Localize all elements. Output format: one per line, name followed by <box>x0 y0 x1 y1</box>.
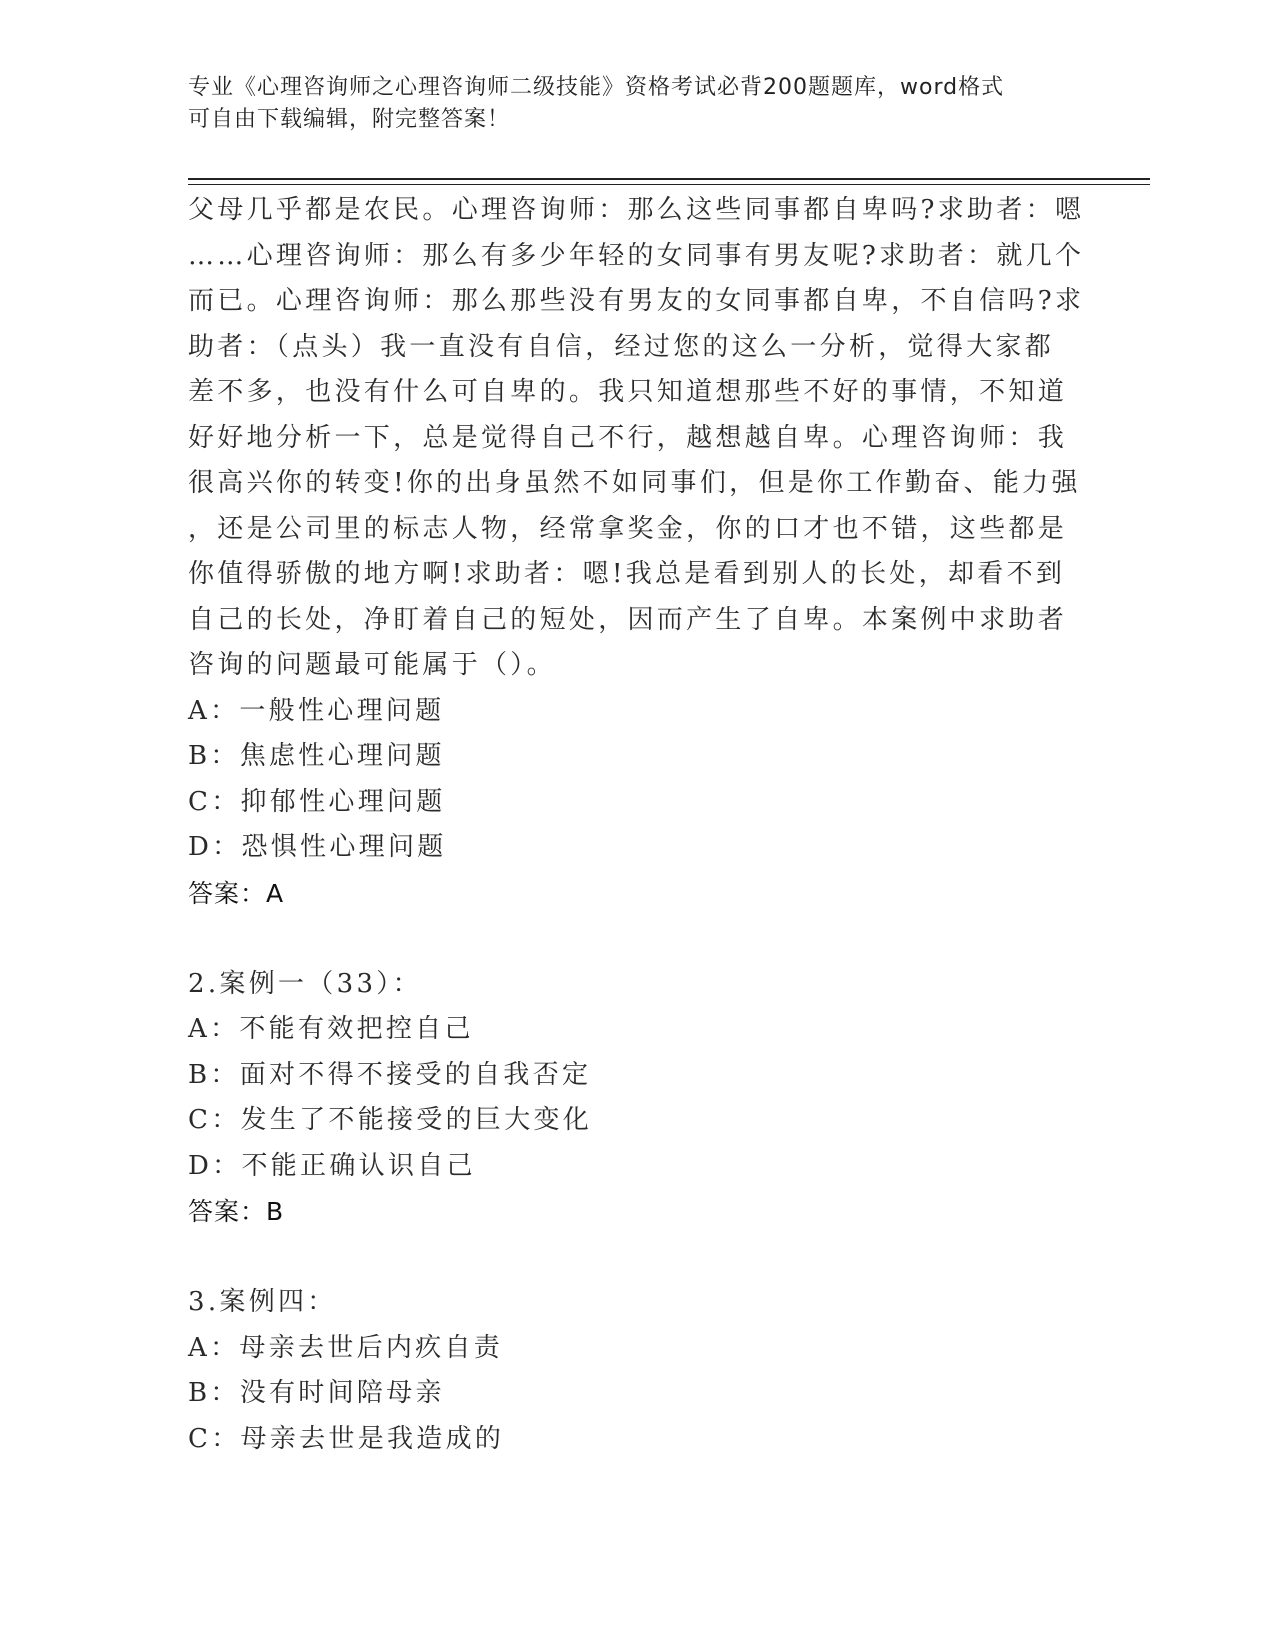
header-rule-thick <box>188 178 1150 180</box>
question-3 <box>188 1280 1088 1462</box>
question-2-option-d: D：不能正确认识自己 <box>188 1150 476 1181</box>
question-1 <box>188 188 1088 916</box>
question-1-option-b: B：焦虑性心理问题 <box>188 741 445 771</box>
question-1-option-d: D：恐惧性心理问题 <box>188 832 447 862</box>
question-1-stem-line: 很高兴你的转变!你的出身虽然不如同事们，但是你工作勤奋、能力强 <box>188 468 1081 498</box>
question-3-option-c: C：母亲去世是我造成的 <box>188 1423 505 1454</box>
question-2-option-b: B：面对不得不接受的自我否定 <box>188 1059 592 1090</box>
header-rule-thin <box>188 184 1150 185</box>
question-3-title: 3.案例四： <box>188 1287 337 1317</box>
question-2-option-a: A：不能有效把控自己 <box>188 1014 474 1044</box>
question-1-stem-line: ，还是公司里的标志人物，经常拿奖金，你的口才也不错，这些都是 <box>188 513 1068 544</box>
question-1-stem-line: 差不多，也没有什么可自卑的。我只知道想那些不好的事情，不知道 <box>188 377 1068 407</box>
question-1-stem-line: ……心理咨询师：那么有多少年轻的女同事有男友呢?求助者：就几个 <box>188 240 1085 271</box>
page-header <box>188 72 1088 136</box>
question-1-answer: 答案：A <box>188 878 285 908</box>
question-2-answer: 答案：B <box>188 1197 285 1226</box>
header-line-2: 可自由下载编辑，附完整答案！ <box>188 107 511 132</box>
question-2-title: 2.案例一（33）： <box>188 968 422 999</box>
question-1-stem-line: 自己的长处，净盯着自己的短处，因而产生了自卑。本案例中求助者 <box>188 604 1068 635</box>
question-1-stem-line: 咨询的问题最可能属于（）。 <box>188 650 556 680</box>
question-1-stem-line: 父母几乎都是农民。心理咨询师：那么这些同事都自卑吗?求助者：嗯 <box>188 195 1085 225</box>
question-1-option-c: C：抑郁性心理问题 <box>188 786 446 817</box>
question-spacer <box>188 1235 1088 1281</box>
question-1-stem-line: 助者：（点头）我一直没有自信，经过您的这么一分析，觉得大家都 <box>188 331 1055 362</box>
question-2-option-c: C：发生了不能接受的巨大变化 <box>188 1105 593 1135</box>
question-3-option-a: A：母亲去世后内疚自责 <box>188 1332 504 1363</box>
question-1-stem-line: 而已。心理咨询师：那么那些没有男友的女同事都自卑，不自信吗?求 <box>188 286 1085 316</box>
question-spacer <box>188 916 1088 962</box>
question-1-stem-line: 你值得骄傲的地方啊!求助者：嗯!我总是看到别人的长处，却看不到 <box>188 559 1066 589</box>
header-line-1: 专业《心理咨询师之心理咨询师二级技能》资格考试必背200题题库，word格式 <box>188 75 1005 100</box>
question-2 <box>188 962 1088 1235</box>
question-3-option-b: B：没有时间陪母亲 <box>188 1378 445 1408</box>
question-1-stem-line: 好好地分析一下，总是觉得自己不行，越想越自卑。心理咨询师：我 <box>188 422 1068 453</box>
question-content <box>188 188 1088 1462</box>
question-1-option-a: A：一般性心理问题 <box>188 695 445 726</box>
